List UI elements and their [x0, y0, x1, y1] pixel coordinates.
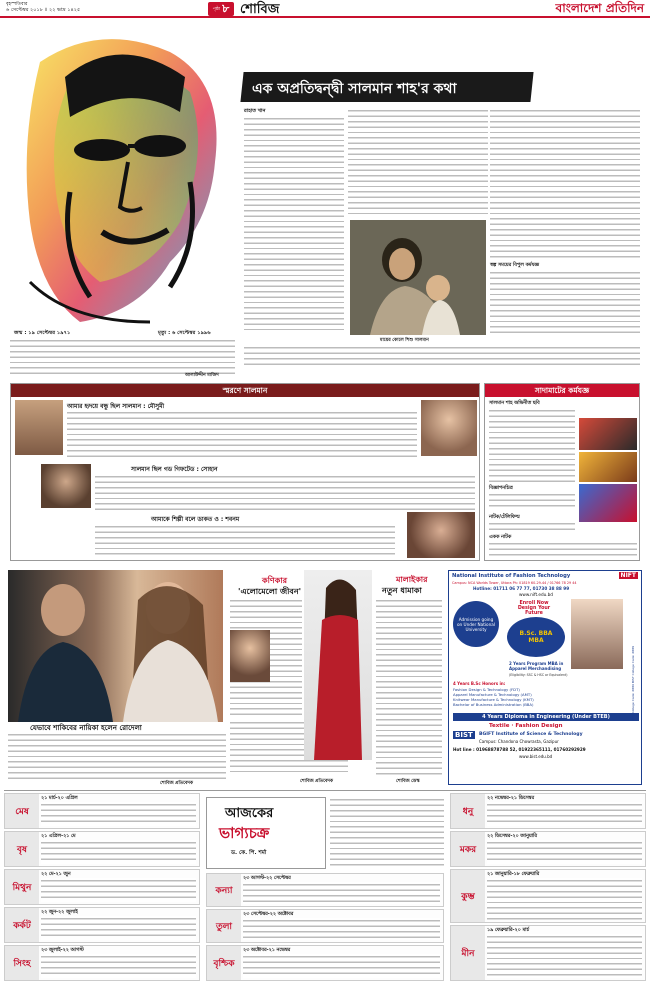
memory-text-3	[95, 524, 395, 558]
zodiac-name: কুম্ভ	[451, 870, 485, 922]
zodiac-name: সিংহ	[5, 946, 39, 980]
page-number-box	[208, 2, 234, 16]
mid-story-title-2: 'এলোমেলো জীবন'	[238, 587, 302, 596]
feature-column-3	[490, 108, 640, 258]
zodiac-text	[41, 840, 196, 864]
salman-portrait-art	[10, 22, 240, 327]
ad-hotline: Hotline: 01711 06 77 77, 01730 38 88 99	[473, 586, 570, 591]
mousumi-photo-2	[421, 400, 477, 456]
shabnam-photo	[407, 512, 475, 558]
feature-column-2	[348, 108, 488, 218]
page-header	[0, 0, 650, 18]
byline: রাহাত খান	[244, 108, 266, 114]
zodiac-cancer	[4, 907, 200, 943]
ad-bist-logo: BIST	[455, 731, 473, 739]
memory-item-3: আমাকে শিল্পী বলে ডাকত ও : শবনম	[151, 516, 240, 523]
zodiac-name: বৃশ্চিক	[207, 946, 241, 980]
cinema-sub: সালমান শাহ অভিনীত ছবি	[489, 401, 540, 406]
memory-title: স্মরণে সালমান	[11, 384, 479, 397]
zodiac-dates: ২২ জুন-২২ জুলাই	[41, 910, 78, 915]
film-poster-3	[579, 484, 637, 522]
ad-logo: NIFT	[620, 572, 636, 579]
zodiac-name: কন্যা	[207, 874, 241, 906]
ad-bist-hot: Hot line : 01968878788 52, 01922365111, 01760292929	[453, 747, 586, 752]
zodiac-dates: ২৩ জুলাই-২২ আগস্ট	[41, 948, 84, 953]
zodiac-libra	[206, 909, 444, 943]
ad-model-photo	[571, 599, 623, 669]
ad-course-3: Knitwear Manufacture & Technology (KMT)	[453, 697, 534, 702]
left-story-title: যেভাবে শাকিবের নায়িকা হলেন রোদেলা	[30, 724, 142, 732]
ad-diploma: 4 Years Diploma in Engineering (Under BTEB)	[453, 713, 639, 721]
zodiac-text	[487, 878, 642, 920]
zodiac-leo	[4, 945, 200, 981]
date-weekday: বৃহস্পতিবার	[6, 2, 28, 7]
feature-column-1	[244, 116, 344, 334]
malaika-photo	[304, 570, 372, 760]
ad-name: National Institute of Fashion Technology	[452, 573, 571, 579]
birth-date: জন্ম : ১৯ সেপ্টেম্বর ১৯৭১	[14, 330, 71, 336]
ad-mba-line: 2 Years Program MBA in Apparel Merchandising	[509, 661, 564, 671]
zodiac-dates: ২২ মে-২১ জুন	[41, 872, 71, 877]
zodiac-name: মিথুন	[5, 870, 39, 904]
zodiac-name: মকর	[451, 832, 485, 866]
zodiac-taurus	[4, 831, 200, 867]
zodiac-text	[41, 878, 196, 902]
left-story-text	[8, 732, 226, 782]
admission-badge: Admission going on Under National University	[453, 601, 499, 647]
feature-bottom-text	[10, 338, 235, 376]
zodiac-text	[243, 882, 440, 904]
zodiac-dates: ২১ এপ্রিল-২১ মে	[41, 834, 76, 839]
cinema-single-head: একক নাটক	[489, 535, 512, 540]
enroll-tag: Enroll Now Design Your Future	[517, 601, 551, 616]
cinema-box	[484, 383, 640, 561]
cinema-title: সাদামাটের কর্মযজ্ঞ	[485, 384, 639, 397]
zodiac-pisces	[450, 925, 646, 981]
drama-list	[489, 521, 575, 531]
zodiac-text	[41, 954, 196, 978]
zodiac-dates: ২২ নভেম্বর-২১ ডিসেম্বর	[487, 796, 535, 801]
shakib-rodela-photo	[8, 570, 223, 722]
photo-caption: মায়ের কোলে শিশু সালমান	[380, 338, 429, 343]
feature-title: এক অপ্রতিদ্বন্দ্বী সালমান শাহ'র কথা	[252, 81, 457, 97]
ad-eligibility: (Eligibility: SSC & HSC or Equivalent)	[509, 673, 568, 677]
zodiac-text	[41, 802, 196, 826]
right-story-text	[376, 598, 442, 778]
zodiac-virgo	[206, 873, 444, 907]
zodiac-name: তুলা	[207, 910, 241, 942]
ad-web: www.nift.edu.bd	[519, 592, 553, 597]
zodiac-gemini	[4, 869, 200, 905]
ads-list	[489, 492, 575, 510]
memory-item-2: সালমান ছিল গড গিফটেড : সোহান	[131, 466, 218, 473]
zodiac-text	[41, 916, 196, 940]
masthead: বাংলাদেশ প্রতিদিন	[555, 1, 644, 15]
right-story-sign: শোবিজ ডেস্ক	[396, 779, 420, 784]
zodiac-sagittarius	[450, 793, 646, 829]
section-name: শোবিজ	[240, 2, 280, 17]
cinema-drama-head: নাটক/টেলিফিল্ম	[489, 515, 520, 520]
sohan-photo	[41, 464, 91, 508]
zodiac-dates: ২১ জানুয়ারি-১৮ ফেব্রুয়ারি	[487, 872, 540, 877]
horoscope-author: ড. কে. পি. শর্মা	[231, 850, 267, 856]
mid-story-title-1: কণিকার	[262, 576, 288, 585]
ad-side-text: NIFT College Code: 6886 BIST College Code: 6889	[631, 645, 635, 721]
zodiac-capricorn	[450, 831, 646, 867]
zodiac-aquarius	[450, 869, 646, 923]
mid-story-sign: শোবিজ প্রতিবেদক	[300, 779, 334, 784]
zodiac-dates: ১৯ ফেব্রুয়ারি-২০ মার্চ	[487, 928, 530, 933]
zodiac-name: বৃষ	[5, 832, 39, 866]
death-date: মৃত্যু : ৬ সেপ্টেম্বর ১৯৯৬	[158, 330, 211, 336]
horoscope-title-box	[206, 797, 326, 869]
nift-ad	[448, 570, 642, 785]
zodiac-name: মেষ	[5, 794, 39, 828]
degree-badge: B.Sc. BBA MBA	[507, 617, 565, 657]
mousumi-photo	[15, 400, 63, 455]
ad-bist-web: www.bist.edu.bd	[519, 754, 553, 759]
ad-textile: Textile · Fashion Design	[489, 723, 563, 729]
zodiac-dates: ২৩ অক্টোবর-২১ নভেম্বর	[243, 948, 291, 953]
film-poster-2	[579, 452, 637, 482]
zodiac-dates: ২২ ডিসেম্বর-২০ জানুয়ারি	[487, 834, 538, 839]
zodiac-dates: ২১ মার্চ-২০ এপ্রিল	[41, 796, 78, 801]
film-poster-1	[579, 418, 637, 450]
ad-bist: BGIFT Institute of Science & Technology	[479, 732, 583, 737]
childhood-photo	[350, 220, 486, 335]
zodiac-text	[243, 954, 440, 978]
ad-course-1: Fashion Design & Technology (FDT)	[453, 687, 520, 692]
zodiac-name: ধনু	[451, 794, 485, 828]
right-story-title-2: নতুন ধামাকা	[382, 586, 422, 595]
page-label: পৃষ্ঠা	[212, 6, 221, 12]
ad-campus: Campus: NCA Worlds Tower, Uttara Ph: 01819 60-29-44 / 01766 78 29 44	[452, 581, 577, 585]
left-story-sign: শোবিজ প্রতিবেদক	[160, 781, 194, 786]
cinema-ads-head: বিজ্ঞাপনচিত্র	[489, 486, 513, 491]
horoscope-title-2: ভাগ্যচক্র	[219, 824, 270, 842]
horoscope-title: আজকের	[225, 806, 274, 821]
zodiac-dates: ২৩ সেপ্টেম্বর-২২ অক্টোবর	[243, 912, 294, 917]
feature-signature: আলাউদ্দীন মাজিদ	[185, 373, 219, 378]
zodiac-text	[487, 934, 642, 978]
zodiac-name: কর্কট	[5, 908, 39, 942]
memory-text-2	[95, 474, 475, 510]
right-story-title-1: মালাইকার	[396, 575, 428, 584]
feature-column-4	[490, 270, 640, 334]
page-number: ৮	[222, 1, 230, 15]
horoscope-intro	[330, 797, 444, 869]
memory-item-1: আমার হৃদয়ে বন্ধু ছিল সালমান : মৌসুমী	[67, 403, 165, 410]
zodiac-text	[487, 840, 642, 864]
single-list	[489, 541, 637, 559]
zodiac-name: মীন	[451, 926, 485, 980]
ad-course-2: Apparel Manufacture & Technology (AMT)	[453, 692, 532, 697]
konika-photo	[230, 630, 270, 682]
ad-course-4: Bachelor of Business Administration (BBA)	[453, 702, 534, 707]
zodiac-scorpio	[206, 945, 444, 981]
memory-text-1	[67, 410, 417, 457]
zodiac-text	[243, 918, 440, 940]
date-line: ৬ সেপ্টেম্বর ২০১৮ ॥ ২২ ভাদ্র ১৪২৫	[6, 7, 81, 13]
ad-years: 4 Years B.Sc Honors in:	[453, 681, 506, 686]
horoscope-section	[4, 790, 646, 982]
film-list	[489, 408, 575, 483]
zodiac-aries	[4, 793, 200, 829]
ad-bist-addr: Campus: Chandona Chowrasta, Gazipur	[479, 739, 559, 744]
zodiac-dates: ২৩ আগস্ট-২২ সেপ্টেম্বর	[243, 876, 291, 881]
feature-subhead: স্বল্প সময়ের বিপুল কর্মযজ্ঞ	[490, 263, 539, 268]
feature-bottom-text-2	[244, 345, 640, 369]
zodiac-text	[487, 802, 642, 826]
memory-box	[10, 383, 480, 561]
